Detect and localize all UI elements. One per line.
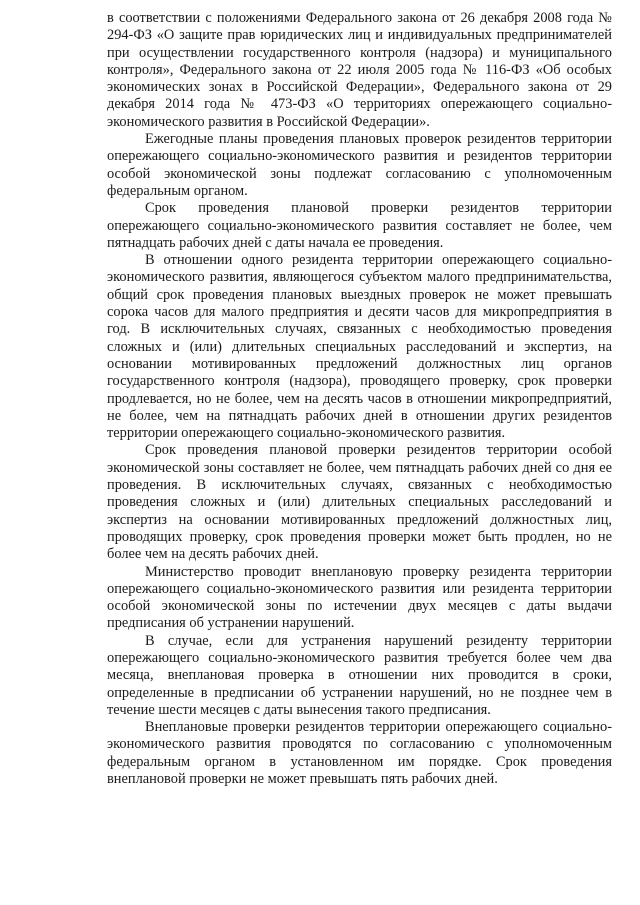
paragraph-continuation: в соответствии с положениями Федерального закона от 26 декабря 2008 года № 294-ФЗ «О защите прав юридических лиц и индивидуальных предпринимателей при осуществлении государственного контроля (надзора) и муниципального контроля», Федерального закона от 22 июля 2005 года № 116-ФЗ «Об особых экономических зонах в Российской Федерации», Федерального закона от 29 декабря 2014 года № 473-ФЗ «О территориях опережающего социально-экономического развития в Российской Федерации».: [107, 10, 612, 130]
paragraph-unscheduled-agreement: Внеплановые проверки резидентов территории опережающего социально-экономического развития проводятся по согласованию с уполномоченным федеральным органом в установленном им порядке. Срок проведения внеплановой проверки не может превышать пять рабочих дней.: [107, 719, 612, 788]
paragraph-small-business: В отношении одного резидента территории опережающего социально-экономического развития, являющегося субъектом малого предпринимательства, общий срок проведения плановых выездных проверок не может превышать сорока часов для малого предприятия и десяти часов для микропредприятия в год. В исключительных случаях, связанных с необходимостью проведения сложных и (или) длительных специальных расследований и экспертиз, на основании мотивированных предложений должностных лиц органов государственного контроля (надзора), проводящего проверку, срок проверки продлевается, но не более, чем на десять часов в отношении микропредприятий, не более, чем на пятнадцать рабочих дней в отношении других резидентов территории опережающего социально-экономического развития.: [107, 252, 612, 442]
paragraph-unscheduled-inspection: Министерство проводит внеплановую проверку резидента территории опережающего социально-экономического развития или резидента территории особой экономической зоны по истечении двух месяцев с даты выдачи предписания об устранении нарушений.: [107, 563, 612, 632]
paragraph-sez-inspection-term: Срок проведения плановой проверки резидентов территории особой экономической зоны составляет не более, чем пятнадцать рабочих дней со дня ее проведения. В исключительных случаях, связанных с необходимостью проведения сложных и (или) длительных специальных расследований и экспертиз на основании мотивированных предложений должностных лиц, проводящих проверку, срок проведения проверки может быть продлен, но не более чем на десять рабочих дней.: [107, 442, 612, 563]
paragraph-annual-plans: Ежегодные планы проведения плановых проверок резидентов территории опережающего социально-экономического развития и резидентов территории особой экономической зоны подлежат согласованию с уполномоченным федеральным органом.: [107, 131, 612, 199]
paragraph-tor-inspection-term: Срок проведения плановой проверки резидентов территории опережающего социально-экономического развития составляет не более, чем пятнадцать рабочих дней с даты начала ее проведения.: [107, 200, 612, 251]
paragraph-extended-deadline: В случае, если для устранения нарушений резиденту территории опережающего социально-экономического развития требуется более чем два месяца, внеплановая проверка в отношении них проводится в сроки, определенные в предписании об устранении нарушений, но не позднее чем в течение шести месяцев с даты вынесения такого предписания.: [107, 632, 612, 718]
